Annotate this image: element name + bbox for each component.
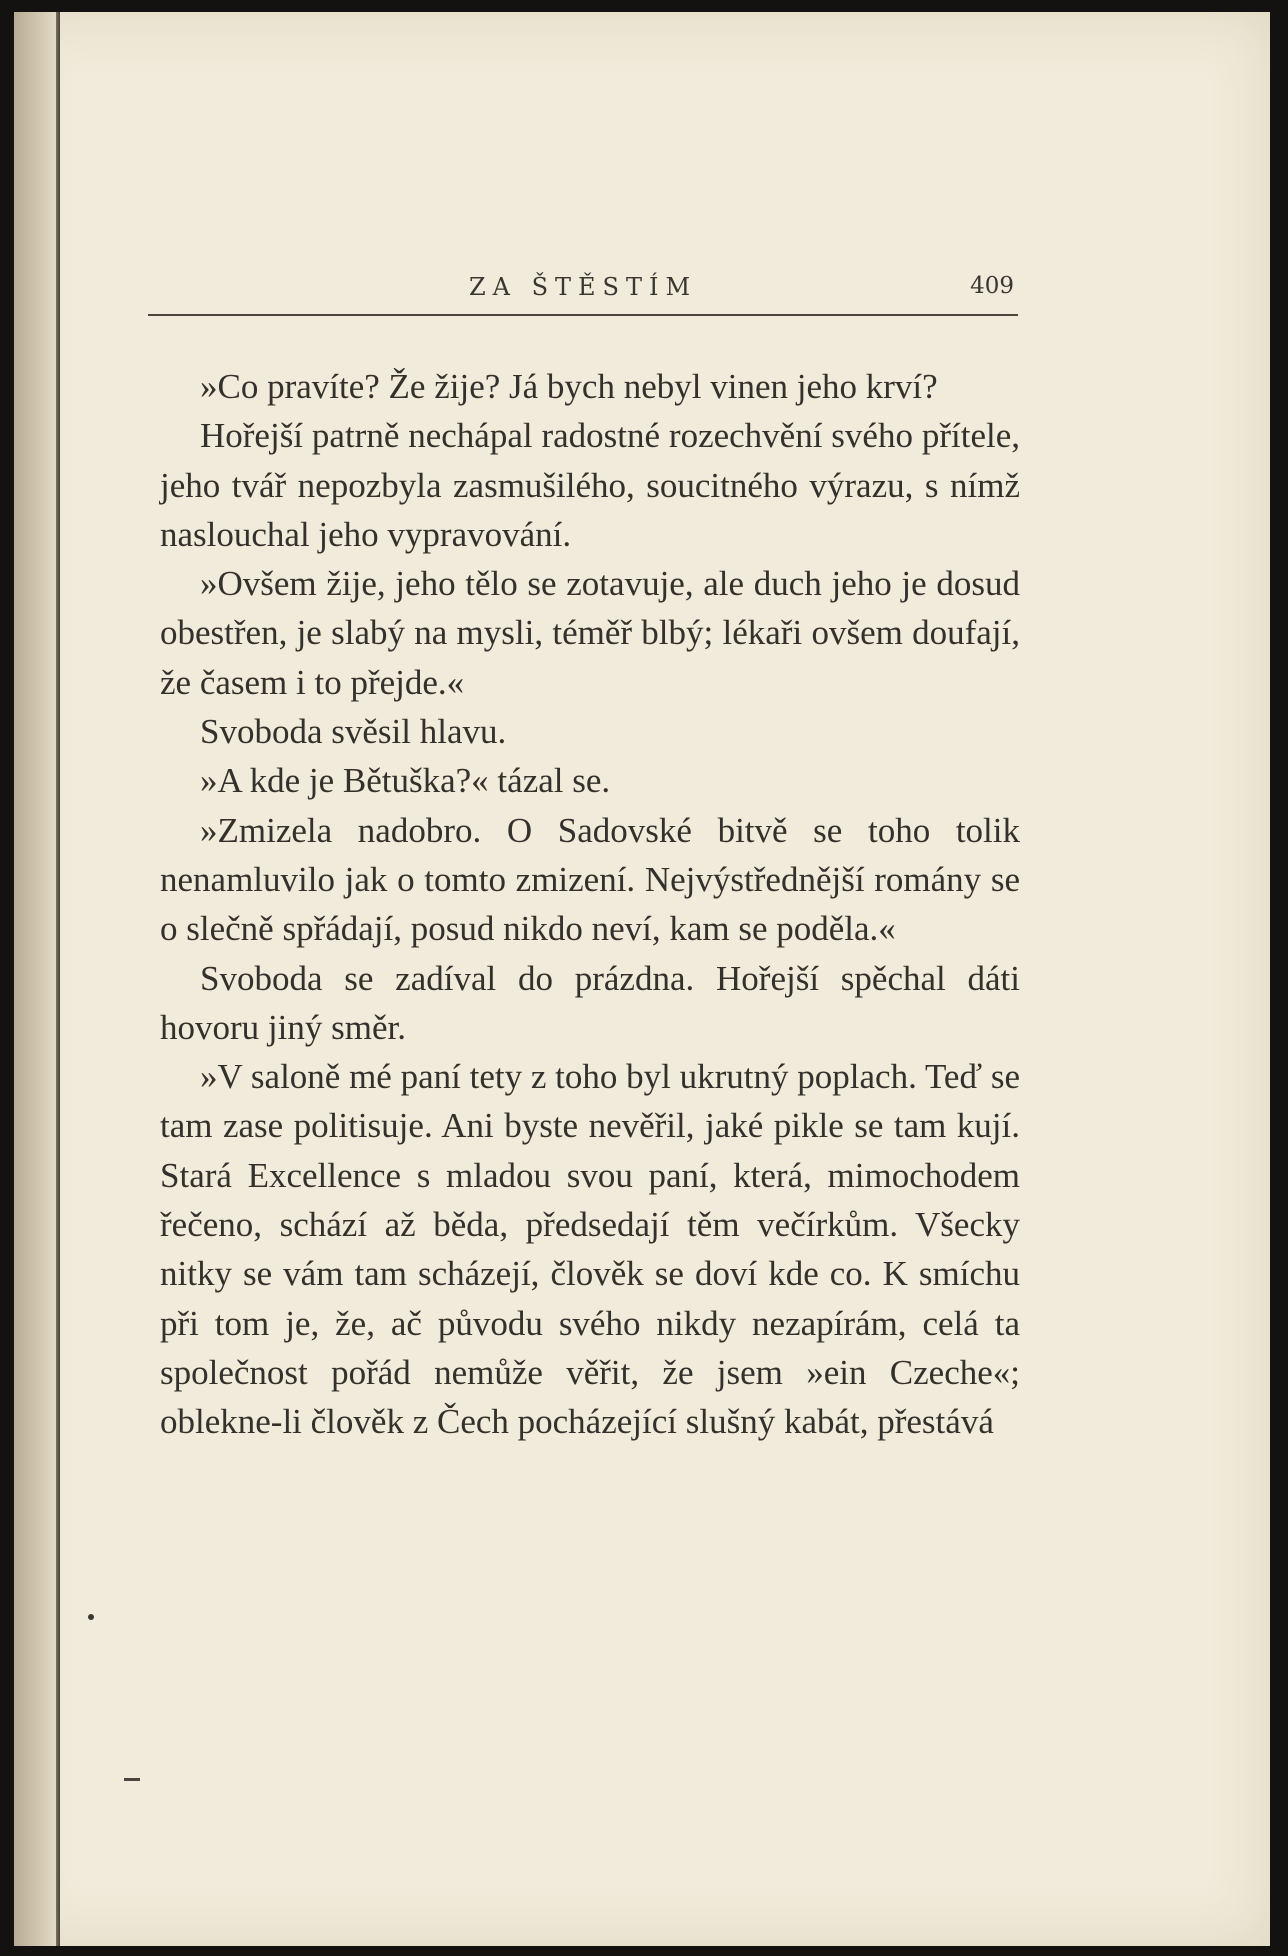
paragraph: »V saloně mé paní tety z toho byl ukrutný poplach. Teď se tam zase politisuje. Ani byste nevěřil, jaké pikle se tam kují. Stará Excellence s mladou svou paní, která, mimochodem řečeno, schází až běda, předsedají těm večírkům. Všecky nitky se vám tam scházejí, člověk se doví kde co. K smíchu při tom je, že, ač původu svého nikdy nezapírám, celá ta společnost pořád nemůže věřit, že jsem »ein Czeche«; oblekne-li člověk z Čech pocházející slušný kabát, přestává bbox=[160, 1057, 1020, 1442]
body-text bbox=[160, 362, 1020, 1447]
running-head: ZA ŠTĚSTÍM bbox=[468, 273, 698, 301]
paragraph: »Zmizela nadobro. O Sadovské bitvě se toho tolik nenamluvilo jak o tomto zmizení. Nejvýstřednější romány se o slečně spřádají, posud nikdo neví, kam se poděla.« bbox=[160, 810, 1020, 949]
paragraph: »Co pravíte? Že žije? Já bych nebyl vinen jeho krví? bbox=[200, 367, 938, 406]
paragraph: Hořejší patrně nechápal radostné rozechvění svého přítele, jeho tvář nepozbyla zasmušilého, soucitného výrazu, s nímž naslouchal jeho vypravování. bbox=[160, 416, 1020, 554]
paragraph: »Ovšem žije, jeho tělo se zotavuje, ale duch jeho je dosud obestřen, je slabý na mysli, téměř blbý; lékaři ovšem doufají, že časem i to přejde.« bbox=[160, 564, 1020, 702]
spine-edge bbox=[56, 12, 60, 1946]
margin-dot-mark bbox=[88, 1614, 94, 1620]
page-header bbox=[148, 265, 1018, 309]
paragraph: Svoboda se zadíval do prázdna. Hořejší spěchal dáti hovoru jiný směr. bbox=[160, 958, 1020, 1047]
page-number: 409 bbox=[970, 273, 1014, 299]
header-rule bbox=[148, 314, 1018, 316]
paragraph: Svoboda svěsil hlavu. bbox=[200, 712, 507, 752]
margin-dash-mark bbox=[124, 1778, 140, 1781]
spine-shadow bbox=[14, 12, 60, 1946]
paragraph: »A kde je Bětuška?« tázal se. bbox=[200, 761, 611, 801]
